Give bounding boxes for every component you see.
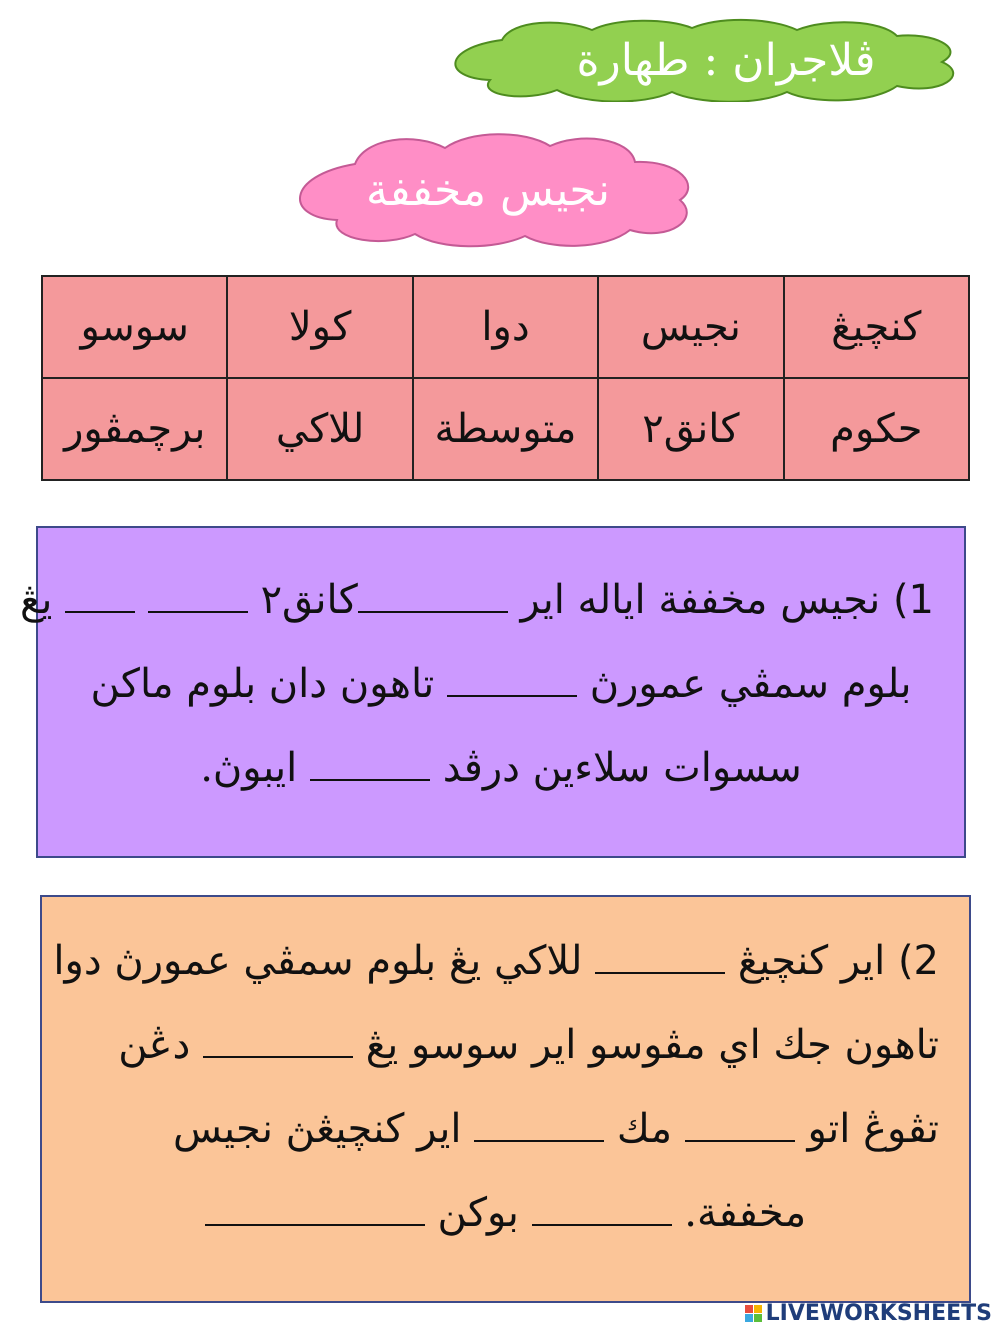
table-cell: برچمڤور <box>42 378 227 480</box>
answer-blank[interactable] <box>532 1184 672 1226</box>
table-cell: كولا <box>227 276 412 378</box>
page-subtitle: نجيس مخففة <box>365 164 611 216</box>
table-row <box>42 378 969 480</box>
exercise-line <box>72 1003 939 1087</box>
liveworksheets-logo <box>745 1301 992 1326</box>
sentence-text: كانق٢ <box>260 577 358 623</box>
table-cell: للاكي <box>227 378 412 480</box>
table-cell: نجيس <box>598 276 783 378</box>
question-number: 1) <box>892 577 934 623</box>
answer-blank[interactable] <box>685 1100 795 1142</box>
sentence-text: ايبوڽ. <box>200 745 298 791</box>
answer-blank[interactable] <box>148 571 248 613</box>
table-cell: دوا <box>413 276 598 378</box>
table-cell: متوسطة <box>413 378 598 480</box>
exercise-line <box>72 1087 939 1171</box>
sentence-text: اير كنچيڠ <box>737 938 886 984</box>
sentence-text: نجيس مخففة اياله اير <box>520 577 881 623</box>
liveworksheets-logo-icon <box>745 1305 762 1322</box>
exercise-line <box>68 726 934 810</box>
answer-blank[interactable] <box>474 1100 604 1142</box>
table-cell: سوسو <box>42 276 227 378</box>
sentence-text: سسوات سلاءين درڤد <box>442 745 802 791</box>
exercise-line <box>72 1171 939 1255</box>
word-bank-table <box>41 275 970 481</box>
sentence-text: اير كنچيڠڽ نجيس <box>172 1106 462 1152</box>
answer-blank[interactable] <box>310 739 430 781</box>
subtitle-cloud <box>285 130 701 250</box>
question-number: 2) <box>897 938 939 984</box>
sentence-text: تاهون جك اي مڤوسو اير سوسو يڠ <box>365 1022 939 1068</box>
sentence-text: بلوم سمڤي عمورڽ <box>589 661 912 707</box>
sentence-text: يڠ <box>19 577 53 623</box>
sentence-text: مخففة. <box>684 1190 807 1236</box>
sentence-text: مك <box>616 1106 673 1152</box>
table-cell: كنچيڠ <box>784 276 969 378</box>
answer-blank[interactable] <box>203 1016 353 1058</box>
table-cell: كانق٢ <box>598 378 783 480</box>
answer-blank[interactable] <box>205 1184 425 1226</box>
brand-name: LIVEWORKSHEETS <box>765 1301 992 1326</box>
sentence-text: تاهون دان بلوم ماكن <box>90 661 435 707</box>
answer-blank[interactable] <box>447 655 577 697</box>
table-cell: حكوم <box>784 378 969 480</box>
page-title: ڤلاجران : طهارة <box>576 34 876 86</box>
sentence-text: دڠن <box>118 1022 191 1068</box>
answer-blank[interactable] <box>358 571 508 613</box>
exercise-line <box>68 642 934 726</box>
exercise-line <box>19 558 934 642</box>
answer-blank[interactable] <box>595 932 725 974</box>
exercise-line <box>53 919 939 1003</box>
sentence-text: للاكي يڠ بلوم سمڤي عمورڽ دوا <box>53 938 583 984</box>
title-cloud <box>442 18 970 102</box>
sentence-text: بوكن <box>437 1190 519 1236</box>
table-row <box>42 276 969 378</box>
exercise-1-box <box>19 526 966 858</box>
sentence-text: تڤوڠ اتو <box>807 1106 939 1152</box>
answer-blank[interactable] <box>65 571 135 613</box>
exercise-2-box <box>40 895 971 1303</box>
